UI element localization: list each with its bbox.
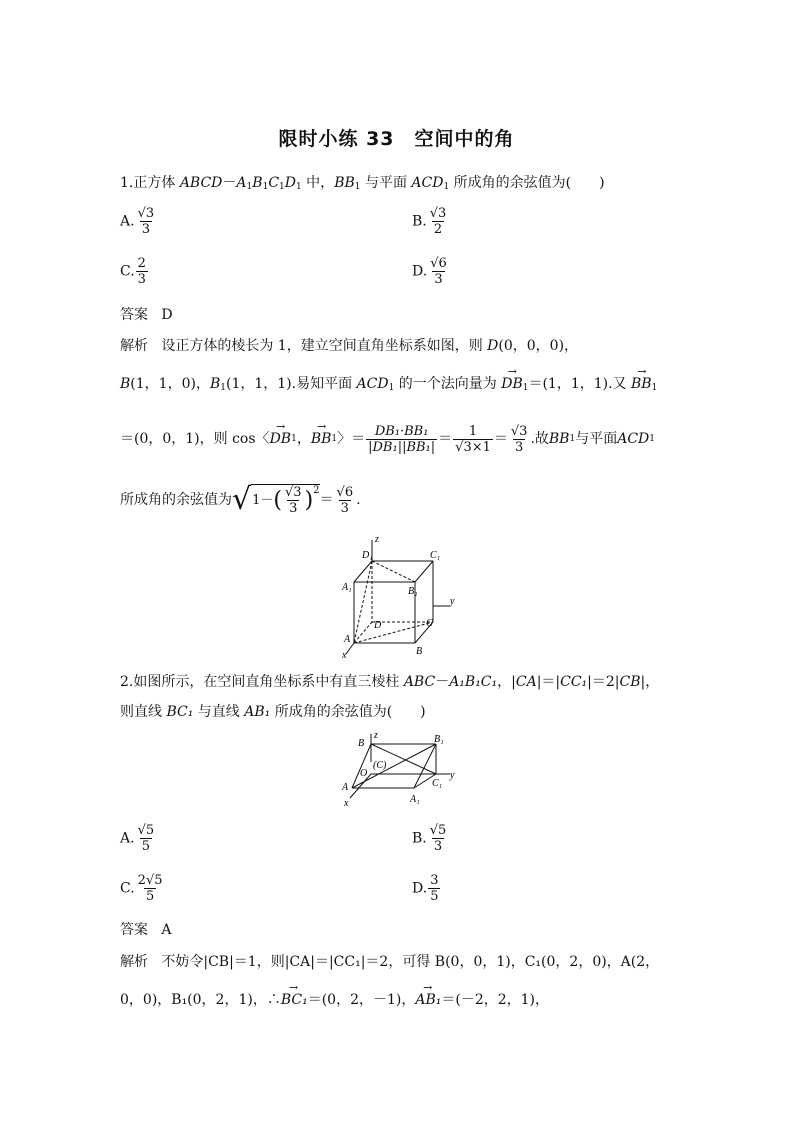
q1-solution-line4: 所成角的余弦值为 √ 1－ ( $\frac{√3}{3}$ ) 2 ＝ $\frac{√6}{3}$ . bbox=[120, 482, 361, 517]
q1-cube-figure bbox=[338, 534, 458, 660]
label-d: D bbox=[374, 620, 382, 631]
q2-option-d: D. $\frac{3}{5}$ bbox=[412, 873, 439, 904]
label-c: (C) bbox=[373, 760, 387, 771]
segment-ab1 bbox=[352, 744, 436, 788]
q2-stem-line1: 2.如图所示，在空间直角坐标系中有直三棱柱 ABC－A₁B₁C₁，|CA|＝|CC₁|＝2|CB|， bbox=[120, 674, 660, 690]
q1-option-b: B. $\frac{√3}{2}$ bbox=[412, 206, 447, 237]
label-a1: A₁ bbox=[342, 582, 352, 593]
label-y: y bbox=[450, 770, 455, 781]
label-a1: A₁ bbox=[410, 794, 420, 805]
label-b: B bbox=[416, 646, 423, 657]
q2-answer: 答案 A bbox=[120, 922, 172, 938]
page-title: 限时小练 33 空间中的角 bbox=[278, 128, 515, 150]
label-c: C bbox=[426, 618, 433, 629]
label-o: O bbox=[360, 768, 368, 779]
q2-option-a: A. $\frac{√5}{5}$ bbox=[120, 823, 155, 854]
label-b1: B₁ bbox=[434, 734, 444, 745]
diagonal bbox=[354, 622, 433, 643]
q1-solution-line2: B(1，1，0)，$B_1(1$，1，1).易知平面 $ACD_1$ 的一个法向量为 → $DB_1=(1$，1，1).又 → $BB_1$ bbox=[120, 375, 657, 397]
label-c1: C₁ bbox=[430, 550, 441, 561]
q2-stem-line2: 则直线 BC₁ 与直线 AB₁ 所成角的余弦值为( ) bbox=[120, 704, 426, 720]
q2-solution-line1: 解析 不妨令|CB|＝1，则|CA|＝|CC₁|＝2，可得 B(0，0，1)，C₁(0，2，0)，A(2， bbox=[120, 954, 660, 970]
q1-answer: 答案 D bbox=[120, 307, 173, 323]
label-y: y bbox=[450, 596, 455, 607]
diagonal bbox=[372, 561, 415, 582]
label-z: z bbox=[375, 534, 379, 545]
hidden-edge bbox=[354, 622, 372, 643]
label-x: x bbox=[344, 798, 349, 808]
q1-solution-line1: 解析 设正方体的棱长为 1，建立空间直角坐标系如图，则 D(0，0，0)， bbox=[120, 338, 579, 354]
q2-option-b: B. $\frac{√5}{3}$ bbox=[412, 823, 447, 854]
q1-option-c: C. $\frac{2}{3}$ bbox=[120, 256, 146, 287]
diagonal bbox=[354, 561, 372, 643]
label-a: A bbox=[342, 782, 349, 793]
label-a: A bbox=[344, 634, 351, 645]
label-d1: D₁ bbox=[362, 550, 373, 561]
q1-stem: 1.正方体 $ABCD-A_1B_1C_1D_1$ 中，$BB_1$ 与平面 $ACD_1$ 所成角的余弦值为( ) bbox=[120, 175, 605, 192]
edge bbox=[415, 561, 433, 582]
q2-prism-figure bbox=[338, 730, 460, 808]
label-b: B bbox=[358, 738, 365, 749]
q2-option-c: C. $\frac{2√5}{5}$ bbox=[120, 873, 163, 904]
edge-ba bbox=[352, 744, 371, 788]
label-z: z bbox=[374, 730, 378, 741]
label-x: x bbox=[342, 650, 347, 660]
q2-solution-line2: 0，0)，B₁(0，2，1)，∴→ BC₁＝(0，2，－1)，→ AB₁＝(－2，2，1)， bbox=[120, 991, 549, 1009]
q1-solution-line3: ＝(0，0，1)，则 cos〈 → DB 1 ， → BB 1 〉＝ $\frac{\text{DB₁·BB₁}}{\text{|DB₁||BB₁|}}$ ＝ $\frac{1}{√3\times 1}$ ＝ $\frac{√3}{3}$ .故 BB 1 与平面 ACD 1 bbox=[120, 416, 655, 462]
q1-option-a: A. $\frac{√3}{3}$ bbox=[120, 206, 155, 237]
q1-option-d: D. $\frac{√6}{3}$ bbox=[412, 256, 447, 287]
label-b1: B₁ bbox=[408, 586, 418, 597]
label-c1: C₁ bbox=[432, 778, 443, 789]
